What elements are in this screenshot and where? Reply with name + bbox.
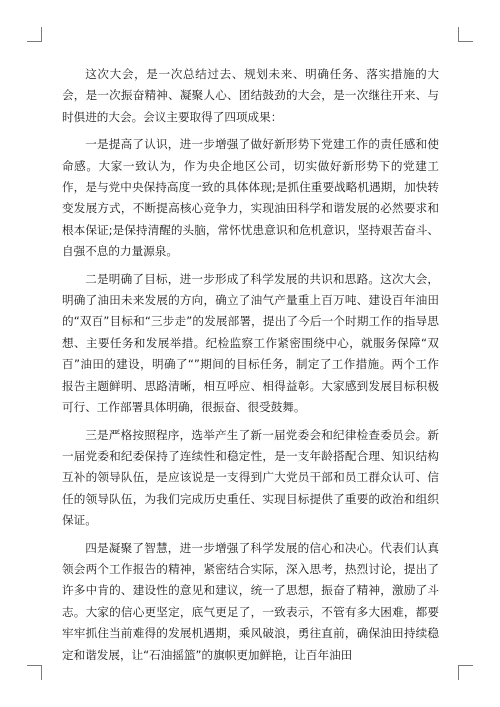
crop-mark-top-left xyxy=(27,27,42,42)
paragraph-third-result: 三是严格按照程序，选举产生了新一届党委会和纪律检查委员会。新一届党委和纪委保持了连续性和稳定性，是一支年龄搭配合理、知识结构互补的领导队伍，是应该说是一支得到广大党员干部和员工群众认可、信任的领导队伍，为我们完成历史重任、实现目标提供了重要的政治和组织保证。 xyxy=(62,427,439,528)
document-body xyxy=(62,64,439,672)
paragraph-first-result: 一是提高了认识，进一步增强了做好新形势下党建工作的责任感和使命感。大家一致认为，作为央企地区公司，切实做好新形势下的党建工作，是与党中央保持高度一致的具体体现;是抓住重要战略机遇期，加快转变发展方式，不断提高核心竞争力，实现油田科学和谐发展的必然要求和根本保证;是保持清醒的头脑，常怀忧患意识和危机意识，坚持艰苦奋斗、自强不息的力量源泉。 xyxy=(62,137,439,259)
paragraph-intro: 这次大会，是一次总结过去、规划未来、明确任务、落实措施的大会，是一次振奋精神、凝聚人心、团结鼓劲的大会，是一次继往开来、与时俱进的大会。会议主要取得了四项成果： xyxy=(62,67,439,124)
paragraph-second-result: 二是明确了目标，进一步形成了科学发展的共识和思路。这次大会，明确了油田未来发展的方向，确立了油气产量重上百万吨、建设百年油田的“双百”目标和“三步走”的发展部署，提出了今后一个时期工作的指导思想、主要任务和发展举措。纪检监察工作紧密围绕中心，就服务保障“双百”油田的建设，明确了“”期间的目标任务，制定了工作措施。两个工作报告主题鲜明、思路清晰，相互呼应、相得益彰。大家感到发展目标积极可行、工作部署具体明确，很振奋、很受鼓舞。 xyxy=(62,271,439,415)
paragraph-fourth-result: 四是凝聚了智慧，进一步增强了科学发展的信心和决心。代表们认真领会两个工作报告的精神，紧密结合实际，深入思考，热烈讨论，提出了许多中肯的、建设性的意见和建议，统一了思想，振奋了精神，激励了斗志。大家的信心更坚定，底气更足了，一致表示，不管有多大困难，都要牢牢抓住当前难得的发展机遇期，乘风破浪，勇往直前，确保油田持续稳定和谐发展，让“石油摇篮”的旗帜更加鲜艳，让百年油田 xyxy=(62,540,439,662)
crop-mark-top-right xyxy=(458,27,473,42)
crop-mark-bottom-right xyxy=(458,665,473,680)
crop-mark-bottom-left xyxy=(27,665,42,680)
